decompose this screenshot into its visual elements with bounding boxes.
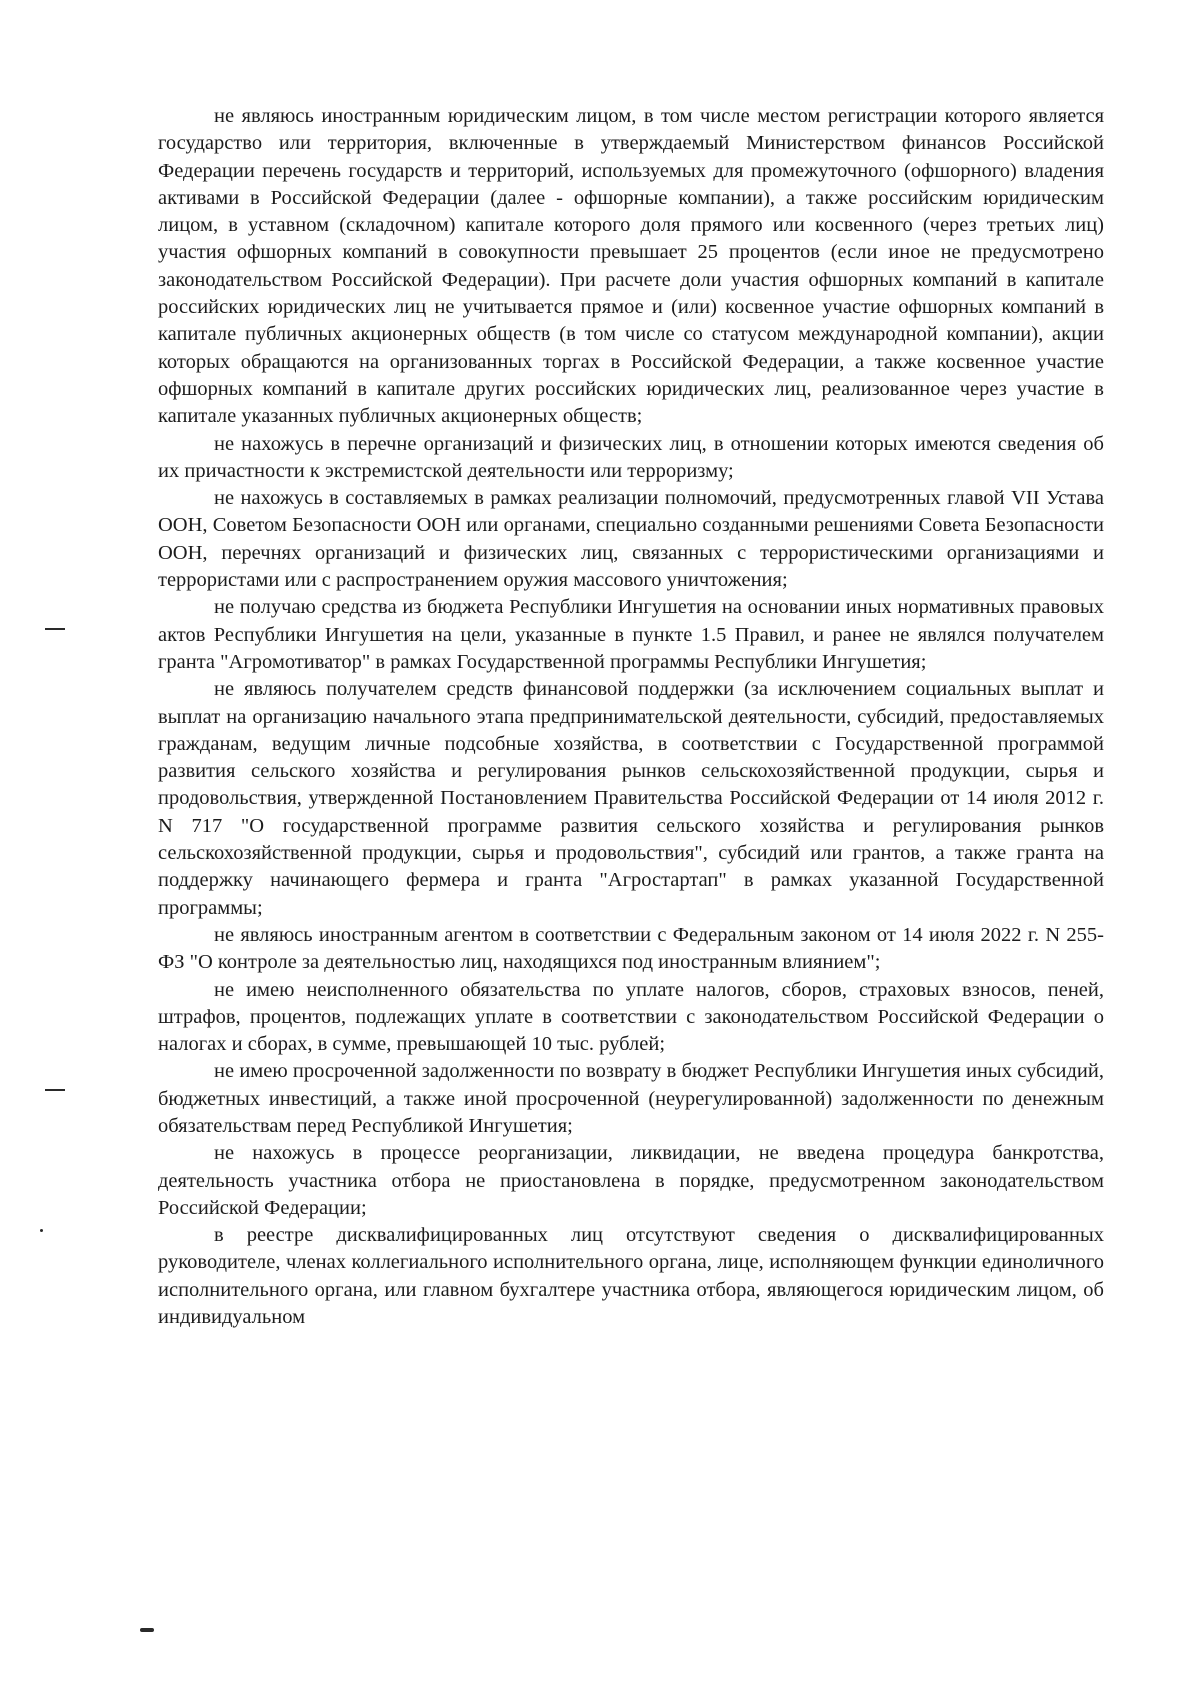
paragraph-extremism-list: не нахожусь в перечне организаций и физических лиц, в отношении которых имеются сведения об их причастности к экстремистской деятельности или терроризму; [158,432,1104,482]
scan-artifact-mark [45,628,65,630]
paragraph-tax-obligations: не имею неисполненного обязательства по уплате налогов, сборов, страховых взносов, пеней, штрафов, процентов, подлежащих уплате в соответствии с законодательством Российской Федерации о налогах и сборах, в сумме, превышающей 10 тыс. рублей; [158,978,1104,1056]
paragraph-financial-support: не являюсь получателем средств финансовой поддержки (за исключением социальных выплат и выплат на организацию начального этапа предпринимательской деятельности, субсидий, предоставляемых гражданам, ведущим личные подсобные хозяйства, в соответствии с Государственной программой развития сельского хозяйства и регулирования рынков сельскохозяйственной продукции, сырья и продовольствия, утвержденной Постановлением Правительства Российской Федерации от 14 июля 2012 г. N 717 "О государственной программе развития сельского хозяйства и регулирования рынков сельскохозяйственной продукции, сырья и продовольствия", субсидий или грантов, а также гранта на поддержку начинающего фермера и гранта "Агростартап" в рамках указанной Государственной программы; [158,678,1104,919]
paragraph-foreign-agent: не являюсь иностранным агентом в соответствии с Федеральным законом от 14 июля 2022 г. N 255-ФЗ "О контроле за деятельностью лиц, находящихся под иностранным влиянием"; [158,923,1104,974]
paragraph-overdue-debt: не имею просроченной задолженности по возврату в бюджет Республики Ингушетия иных субсидий, бюджетных инвестиций, а также иной просроченной (неурегулированной) задолженности по денежным обязательствам перед Республикой Ингушетия; [158,1060,1104,1137]
document-body [158,103,1104,1331]
paragraph-un-sanctions-list: не нахожусь в составляемых в рамках реализации полномочий, предусмотренных главой VII Устава ООН, Советом Безопасности ООН или органами, специально созданными решениями Совета Безопасности ООН, перечнях организаций и физических лиц, связанных с террористическими организациями и террористами или с распространением оружия массового уничтожения; [158,487,1104,592]
scan-artifact-dot [40,1229,43,1232]
paragraph-disqualified-persons: в реестре дисквалифицированных лиц отсутствуют сведения о дисквалифицированных руководителе, членах коллегиального исполнительного органа, лице, исполняющем функции единоличного исполнительного органа, или главном бухгалтере участника отбора, являющегося юридическим лицом, об индивидуальном [158,1224,1104,1329]
scan-artifact-mark [140,1628,154,1632]
paragraph-reorganization: не нахожусь в процессе реорганизации, ликвидации, не введена процедура банкротства, деятельность участника отбора не приостановлена в порядке, предусмотренном законодательством Российской Федерации; [158,1142,1104,1219]
scan-artifact-mark [45,1089,65,1091]
paragraph-offshore-status: не являюсь иностранным юридическим лицом, в том числе местом регистрации которого является государство или территория, включенные в утверждаемый Министерством финансов Российской Федерации перечень государств и территорий, используемых для промежуточного (офшорного) владения активами в Российской Федерации (далее - офшорные компании), а также российским юридическим лицом, в уставном (складочном) капитале которого доля прямого или косвенного (через третьих лиц) участия офшорных компаний в совокупности превышает 25 процентов (если иное не предусмотрено законодательством Российской Федерации). При расчете доли участия офшорных компаний в капитале российских юридических лиц не учитывается прямое и (или) косвенное участие офшорных компаний в капитале публичных акционерных обществ (в том числе со статусом международной компании), акции которых обращаются на организованных торгах в Российской Федерации, а также косвенное участие офшорных компаний в капитале других российских юридических лиц, реализованное через участие в капитале указанных публичных акционерных обществ; [158,105,1104,428]
paragraph-budget-funds: не получаю средства из бюджета Республики Ингушетия на основании иных нормативных правовых актов Республики Ингушетия на цели, указанные в пункте 1.5 Правил, и ранее не являлся получателем гранта "Агромотиватор" в рамках Государственной программы Республики Ингушетия; [158,596,1104,673]
